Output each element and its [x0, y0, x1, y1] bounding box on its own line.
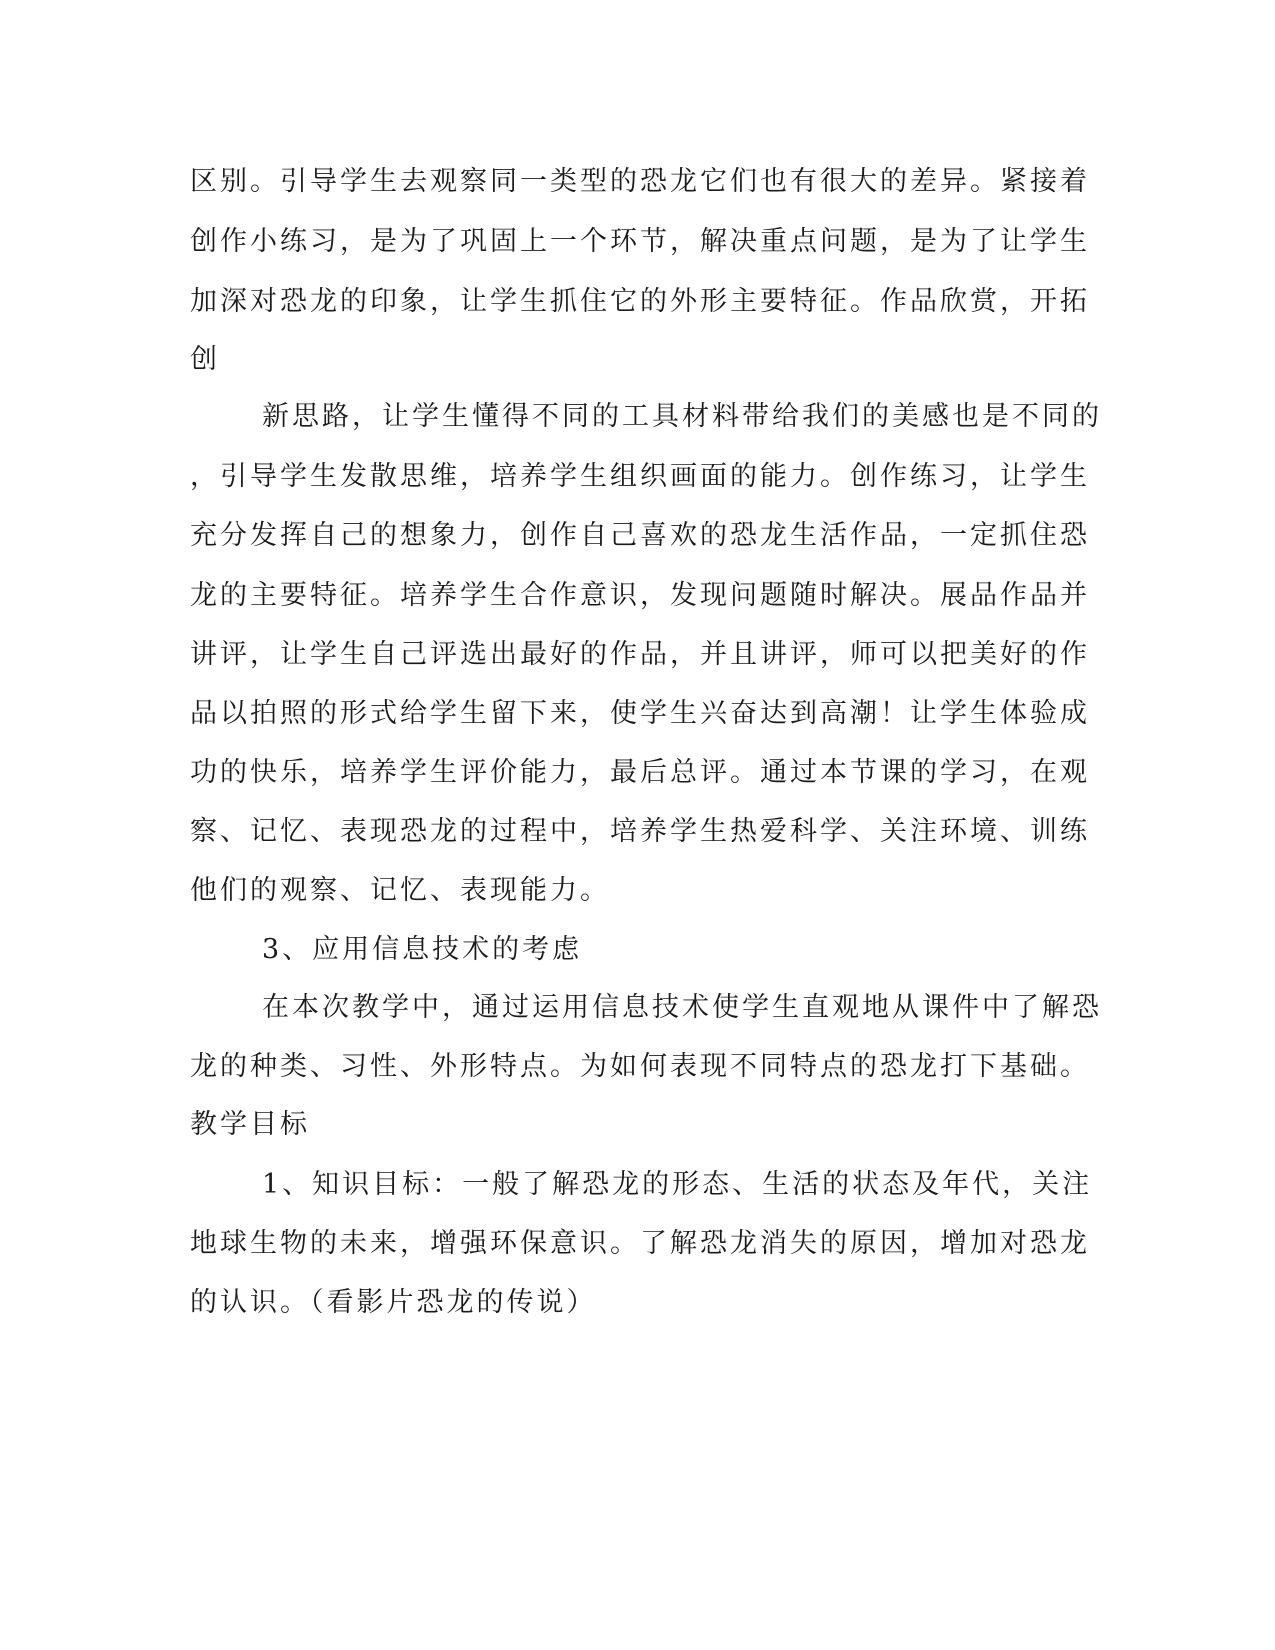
text-line: 龙的主要特征。培养学生合作意识，发现问题随时解决。展品作品并	[190, 580, 1090, 611]
text-line: 创作小练习，是为了巩固上一个环节，解决重点问题，是为了让学生	[190, 226, 1090, 257]
paragraph-first-line: 1、知识目标：一般了解恐龙的形态、生活的状态及年代，关注	[262, 1169, 1093, 1200]
section-heading: 教学目标	[190, 1109, 310, 1140]
text-line: 加深对恐龙的印象，让学生抓住它的外形主要特征。作品欣赏，开拓	[190, 286, 1090, 317]
paragraph-first-line: 在本次教学中，通过运用信息技术使学生直观地从课件中了解恐	[262, 992, 1102, 1023]
text-line: 讲评，让学生自己评选出最好的作品，并且讲评，师可以把美好的作	[190, 639, 1090, 670]
text-line: 创	[190, 344, 220, 375]
text-line: 的认识。（看影片恐龙的传说）	[190, 1287, 597, 1318]
text-line: 功的快乐，培养学生评价能力，最后总评。通过本节课的学习，在观	[190, 757, 1090, 788]
paragraph-first-line: 新思路，让学生懂得不同的工具材料带给我们的美感也是不同的	[262, 401, 1102, 432]
text-line: 品以拍照的形式给学生留下来，使学生兴奋达到高潮！让学生体验成	[190, 698, 1090, 729]
text-line: 充分发挥自己的想象力，创作自己喜欢的恐龙生活作品，一定抓住恐	[190, 520, 1090, 551]
text-line: 他们的观察、记忆、表现能力。	[190, 875, 610, 906]
text-line: 区别。引导学生去观察同一类型的恐龙它们也有很大的差异。紧接着	[190, 166, 1090, 197]
text-line: ，引导学生发散思维，培养学生组织画面的能力。创作练习，让学生	[190, 461, 1090, 492]
section-heading: 3、应用信息技术的考虑	[262, 934, 583, 965]
text-line: 察、记忆、表现恐龙的过程中，培养学生热爱科学、关注环境、训练	[190, 816, 1090, 847]
text-line: 地球生物的未来，增强环保意识。了解恐龙消失的原因，增加对恐龙	[190, 1228, 1090, 1259]
text-line: 龙的种类、习性、外形特点。为如何表现不同特点的恐龙打下基础。	[190, 1051, 1090, 1082]
